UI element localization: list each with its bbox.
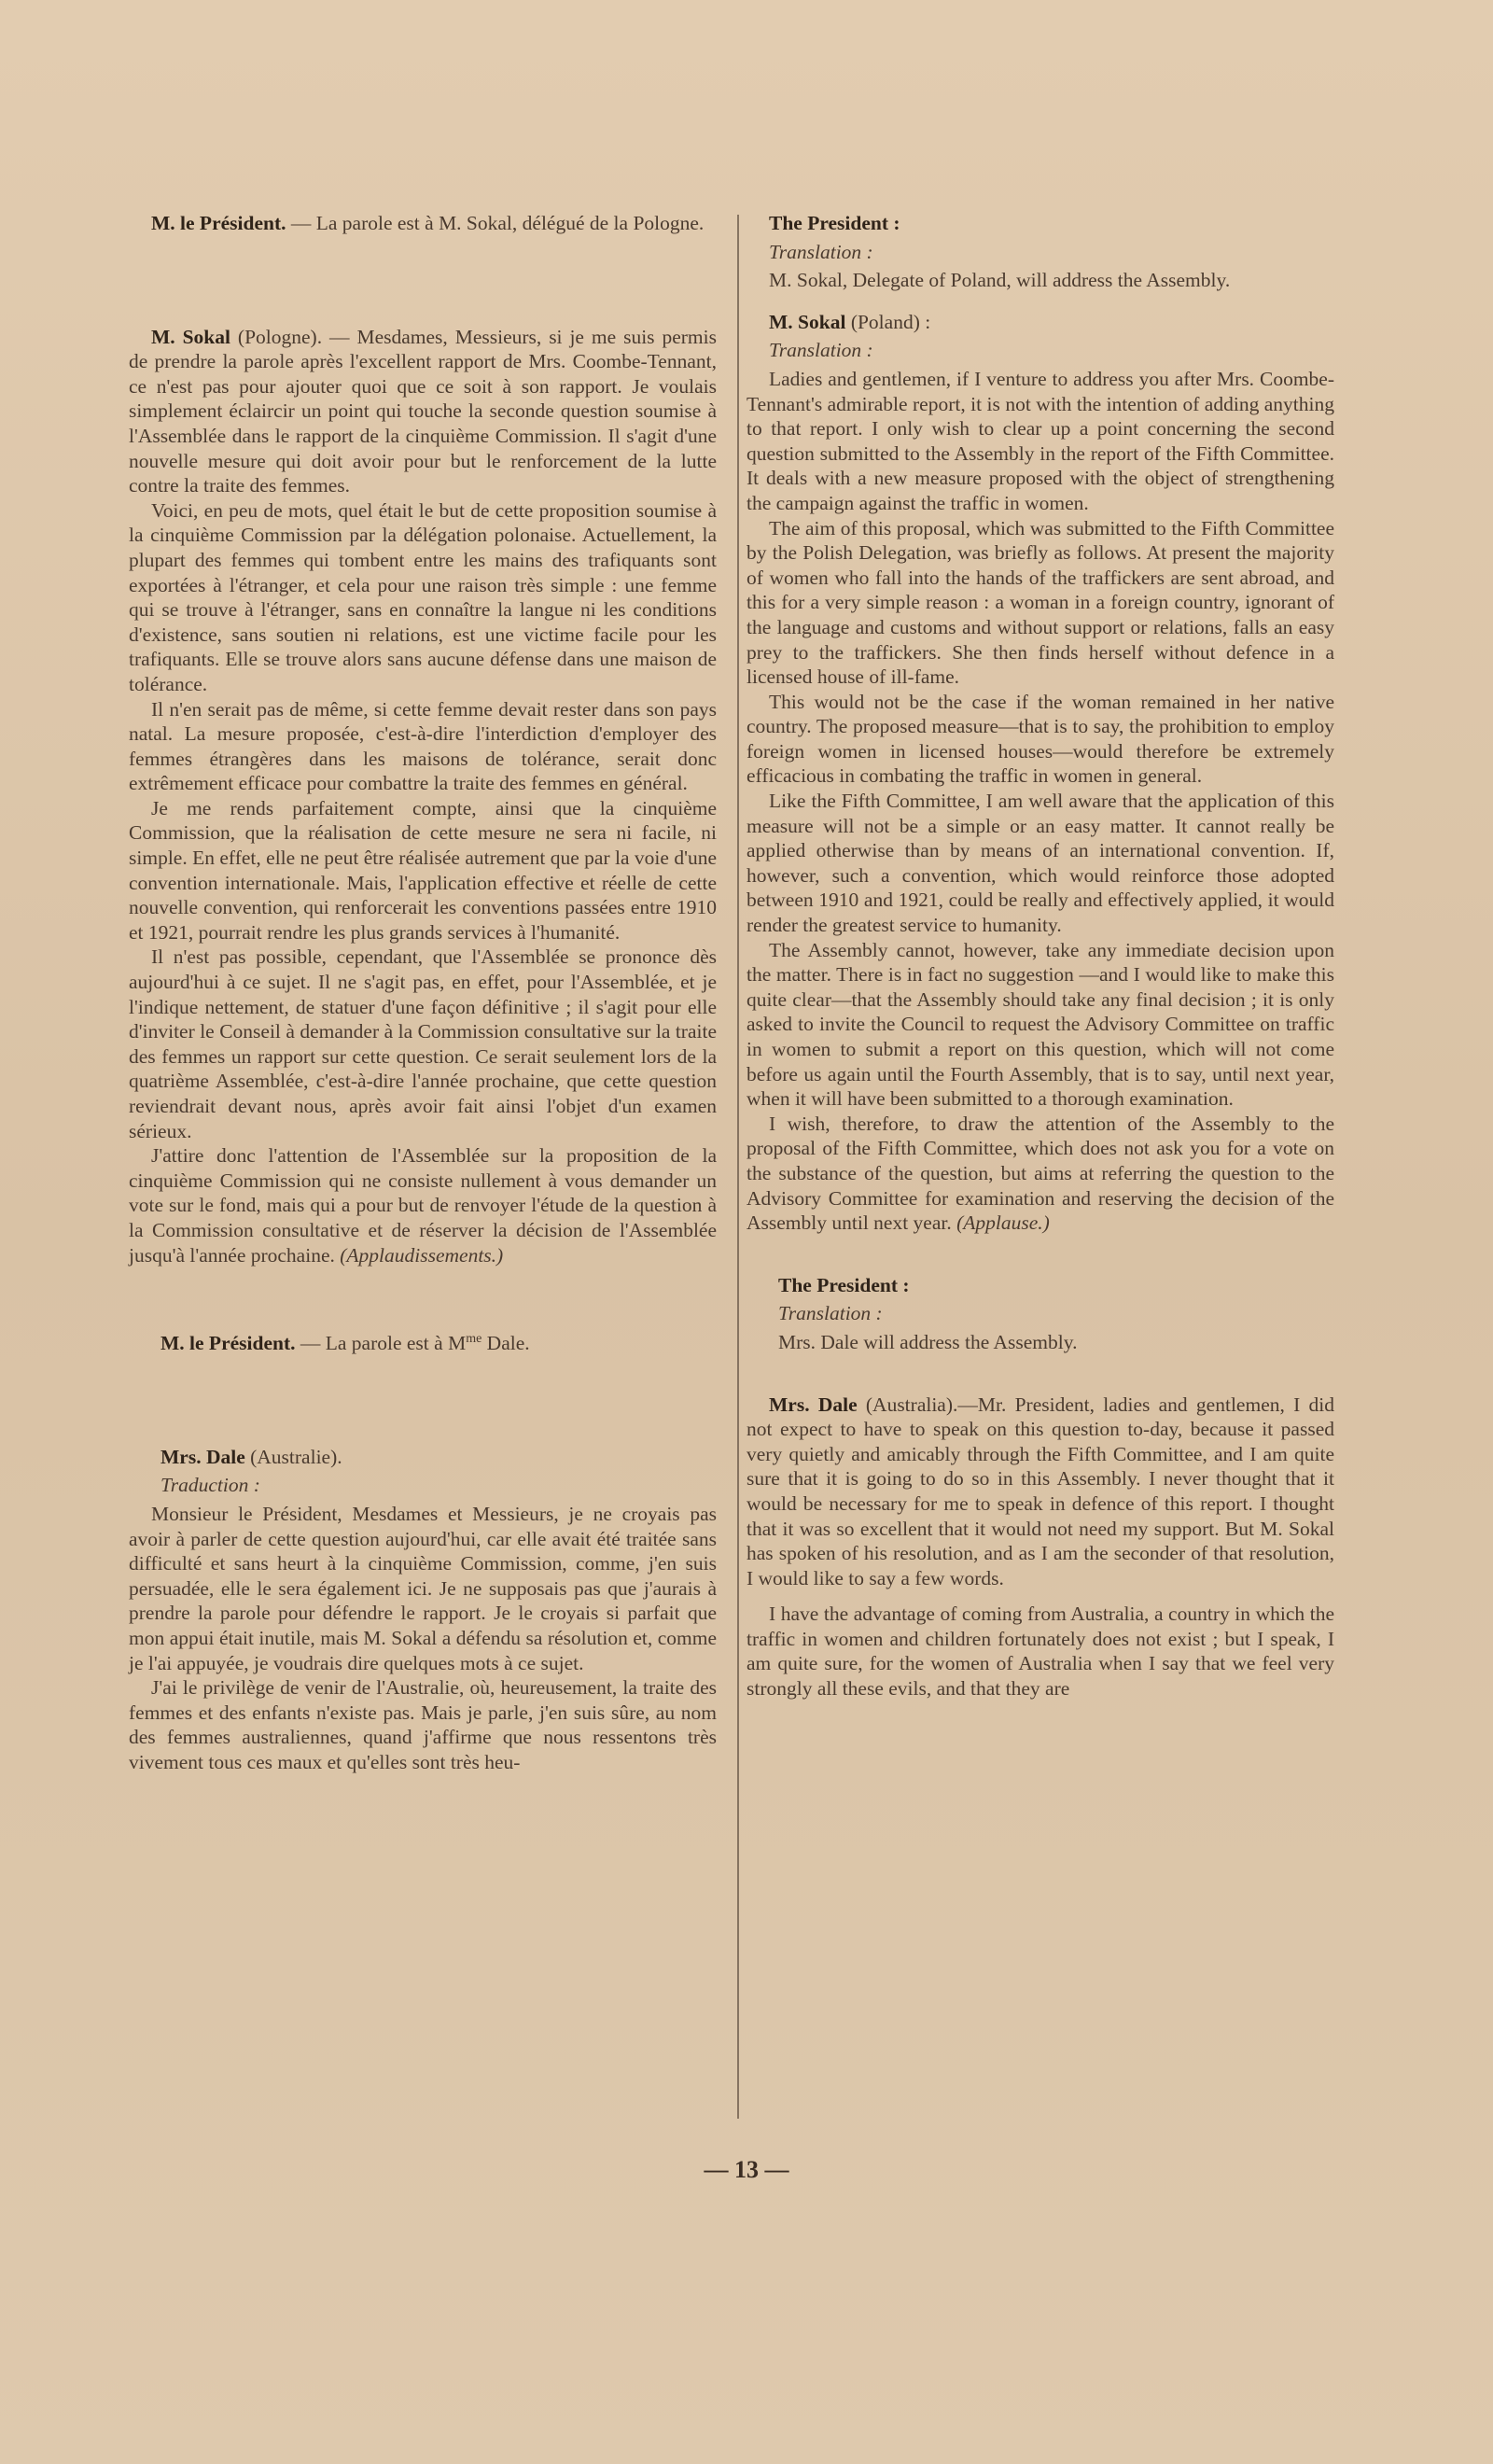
fr-paragraph: — Mesdames, Messieurs, si je me suis permis de prendre la parole après l'excellent rapport de Mrs. Coombe-Tennant, ce n'est pas pour ajouter quoi que ce soit à son rapport. Je voulais simplement éclaircir un point qui touche la seconde question soumise à l'Assemblée dans le rapport de la cinquième Commission. Il s'agit d'une nouvelle mesure qui doit avoir pour but le renforcement de la lutte contre la traite des femmes. xyxy=(129,325,717,497)
fr-speaker: M. le Président. xyxy=(160,1332,296,1355)
en-speaker: The President : xyxy=(769,212,900,234)
en-sokal-speech xyxy=(746,310,1334,1236)
fr-president-intro xyxy=(129,211,717,236)
en-speaker: Mrs. Dale xyxy=(769,1393,858,1416)
fr-text: — La parole est à M. Sokal, délégué de la Pologne. xyxy=(286,212,705,234)
en-speaker: M. Sokal xyxy=(769,310,846,333)
fr-paragraph: Monsieur le Président, Mesdames et Messieurs, je ne croyais pas avoir à parler de cette question aujourd'hui, car elle avait été traitée sans difficulté et sans heurt à la cinquième Commission, comme, j'en suis persuadée, elle le sera également ici. Je ne supposais pas que j'aurais à prendre la parole pour défendre le rapport. Je le croyais si parfait que mon appui était inutile, mais M. Sokal a défendu sa résolution et, comme je l'ai appuyée, je voudrais dire quelques mots à ce sujet. xyxy=(129,1502,717,1674)
en-president-dale xyxy=(746,1273,1334,1355)
en-speaker: The President : xyxy=(778,1273,910,1296)
en-country: (Poland) : xyxy=(845,310,931,333)
en-translation-label: Translation : xyxy=(778,1302,883,1325)
fr-sokal-speech xyxy=(129,325,717,1268)
en-paragraph: Mrs. Dale will address the Assembly. xyxy=(778,1330,1078,1353)
fr-paragraph: J'ai le privilège de venir de l'Australie, où, heureusement, la traite des femmes et des enfants n'existe pas. Mais je parle, j'en suis sûre, au nom des femmes australiennes, quand j'affirme que nous ressentons très vivement tous ces maux et qu'elles sont très heu- xyxy=(129,1676,717,1773)
en-paragraph: Ladies and gentlemen, if I venture to address you after Mrs. Coombe-Tennant's admirable report, it is not with the intention of adding anything to that report. I only wish to clear up a point concerning the second question submitted to the Assembly in the report of the Fifth Committee. It deals with a new measure proposed with the object of strengthening the campaign against the traffic in women. xyxy=(746,367,1334,514)
fr-applause: (Applaudissements.) xyxy=(340,1243,504,1267)
fr-country: (Pologne). xyxy=(230,325,323,348)
en-applause: (Applause.) xyxy=(956,1211,1050,1235)
en-paragraph: (Australia).—Mr. President, ladies and gentlemen, I did not expect to have to speak on this question to-day, because it passed very quietly and amicably through the Fifth Committee, and I am quite sure that it is going to do so in this Assembly. I never thought that it would be necessary for me to speak in defence of this report. I thought that it was so excellent that it would not need my support. But M. Sokal has spoken of his resolution, and as I am the seconder of that resolution, I would like to say a few words. xyxy=(746,1393,1334,1589)
fr-dale-speech xyxy=(129,1445,717,1775)
en-paragraph: Like the Fifth Committee, I am well aware that the application of this measure will not be a simple or an easy matter. It cannot really be applied otherwise than by means of an international convention. If, however, such a convention, which would reinforce those adopted between 1910 and 1921, could be really and effectively applied, it would render the greatest service to humanity. xyxy=(746,790,1334,937)
page-number: — 13 — xyxy=(704,2156,789,2183)
fr-speaker: Mrs. Dale xyxy=(160,1445,245,1468)
fr-paragraph: Il n'est pas possible, cependant, que l'Assemblée se prononce dès aujourd'hui à ce sujet. Il ne s'agit pas, en effet, pour l'Assemblée, et je l'indique nettement, de statuer d'une façon définitive ; il s'agit pour elle d'inviter le Conseil à demander à la Commission consultative sur la traite des femmes un rapport sur cette question. Ce serait seulement lors de la quatrième Assemblée, c'est-à-dire l'année prochaine, que cette question reviendrait devant nous, après avoir fait ainsi l'objet d'un examen sérieux. xyxy=(129,945,717,1142)
fr-speaker: M. le Président. xyxy=(151,212,286,234)
en-paragraph: This would not be the case if the woman remained in her native country. The proposed measure—that is to say, the prohibition to employ foreign women in licensed houses—would therefore be extremely efficacious in combating the traffic in women in general. xyxy=(746,690,1334,788)
fr-text: Dale. xyxy=(481,1332,530,1355)
en-paragraph: The aim of this proposal, which was submitted to the Fifth Committee by the Polish Delegation, was briefly as follows. At present the majority of women who fall into the hands of the traffickers are sent abroad, and this for a very simple reason : a woman in a foreign country, ignorant of the language and customs and without support or relations, falls an easy prey to the traffickers. She then finds herself without defence in a licensed house of ill-fame. xyxy=(746,516,1334,689)
fr-text: — La parole est à M xyxy=(295,1332,467,1355)
en-paragraph: I have the advantage of coming from Australia, a country in which the traffic in women and children fortunately does not exist ; but I speak, I am quite sure, for the women of Australia when I say that we feel very strongly all these evils, and that they are xyxy=(746,1603,1334,1701)
en-paragraph: The Assembly cannot, however, take any immediate decision upon the matter. There is in fact no suggestion —and I would like to make this quite clear—that the Assembly should take any final decision ; it is only asked to invite the Council to request the Advisory Committee on traffic in women to submit a report on this question, which will not come before us again until the Fourth Assembly, that is to say, until next year, when it will have been submitted to a thorough examination. xyxy=(746,938,1334,1111)
fr-paragraph: Voici, en peu de mots, quel était le but de cette proposition soumise à la cinquième Commission par la délégation polonaise. Actuellement, la plupart des femmes qui tombent entre les mains des trafiquants sont exportées à l'étranger, et cela pour une raison très simple : une femme qui se trouve à l'étranger, sans en connaître la langue ni les conditions d'existence, sans soutien ni relations, est une victime facile pour les trafiquants. Elle se trouve alors sans aucune défense dans une maison de tolérance. xyxy=(129,498,717,695)
en-translation-label: Translation : xyxy=(769,339,873,362)
fr-paragraph: J'attire donc l'attention de l'Assemblée sur la proposition de la cinquième Commission qui ne consiste nullement à vous demander un vote sur le fond, mais qui a pour but de renvoyer l'étude de la question à la Commission consultative et de réserver la décision de l'Assemblée jusqu'à l'année prochaine. xyxy=(129,1144,717,1267)
english-column xyxy=(746,211,1334,1701)
fr-superscript: me xyxy=(466,1332,482,1346)
fr-president-dale xyxy=(129,1331,717,1356)
en-paragraph: M. Sokal, Delegate of Poland, will address the Assembly. xyxy=(769,269,1231,292)
fr-country: (Australie). xyxy=(244,1445,342,1468)
column-divider xyxy=(737,215,739,2119)
fr-paragraph: Il n'en serait pas de même, si cette femme devait rester dans son pays natal. La mesure proposée, c'est-à-dire l'interdiction d'employer des femmes étrangères dans les maisons de tolérance, serait donc extrêmement efficace pour combattre la traite des femmes en général. xyxy=(129,697,717,795)
en-dale-speech xyxy=(746,1393,1334,1701)
en-paragraph: I wish, therefore, to draw the attention of the Assembly to the proposal of the Fifth Committee, which does not ask you for a vote on the substance of the question, but aims at referring the question to the Advisory Committee for examination and reserving the decision of the Assembly until next year. xyxy=(746,1112,1334,1235)
fr-translation-label: Traduction : xyxy=(160,1474,260,1497)
en-translation-label: Translation : xyxy=(769,240,873,263)
en-president-intro xyxy=(746,211,1334,293)
fr-speaker: M. Sokal xyxy=(151,325,230,348)
fr-paragraph: Je me rends parfaitement compte, ainsi que la cinquième Commission, que la réalisation de cette mesure ne sera ni facile, ni simple. En effet, elle ne peut être réalisée autrement que par la voie d'une convention internationale. Mais, l'application effective et réelle de cette nouvelle convention, qui renforcerait les conventions passées entre 1910 et 1921, pourrait rendre les plus grands services à l'humanité. xyxy=(129,796,717,944)
french-column xyxy=(129,211,717,1774)
